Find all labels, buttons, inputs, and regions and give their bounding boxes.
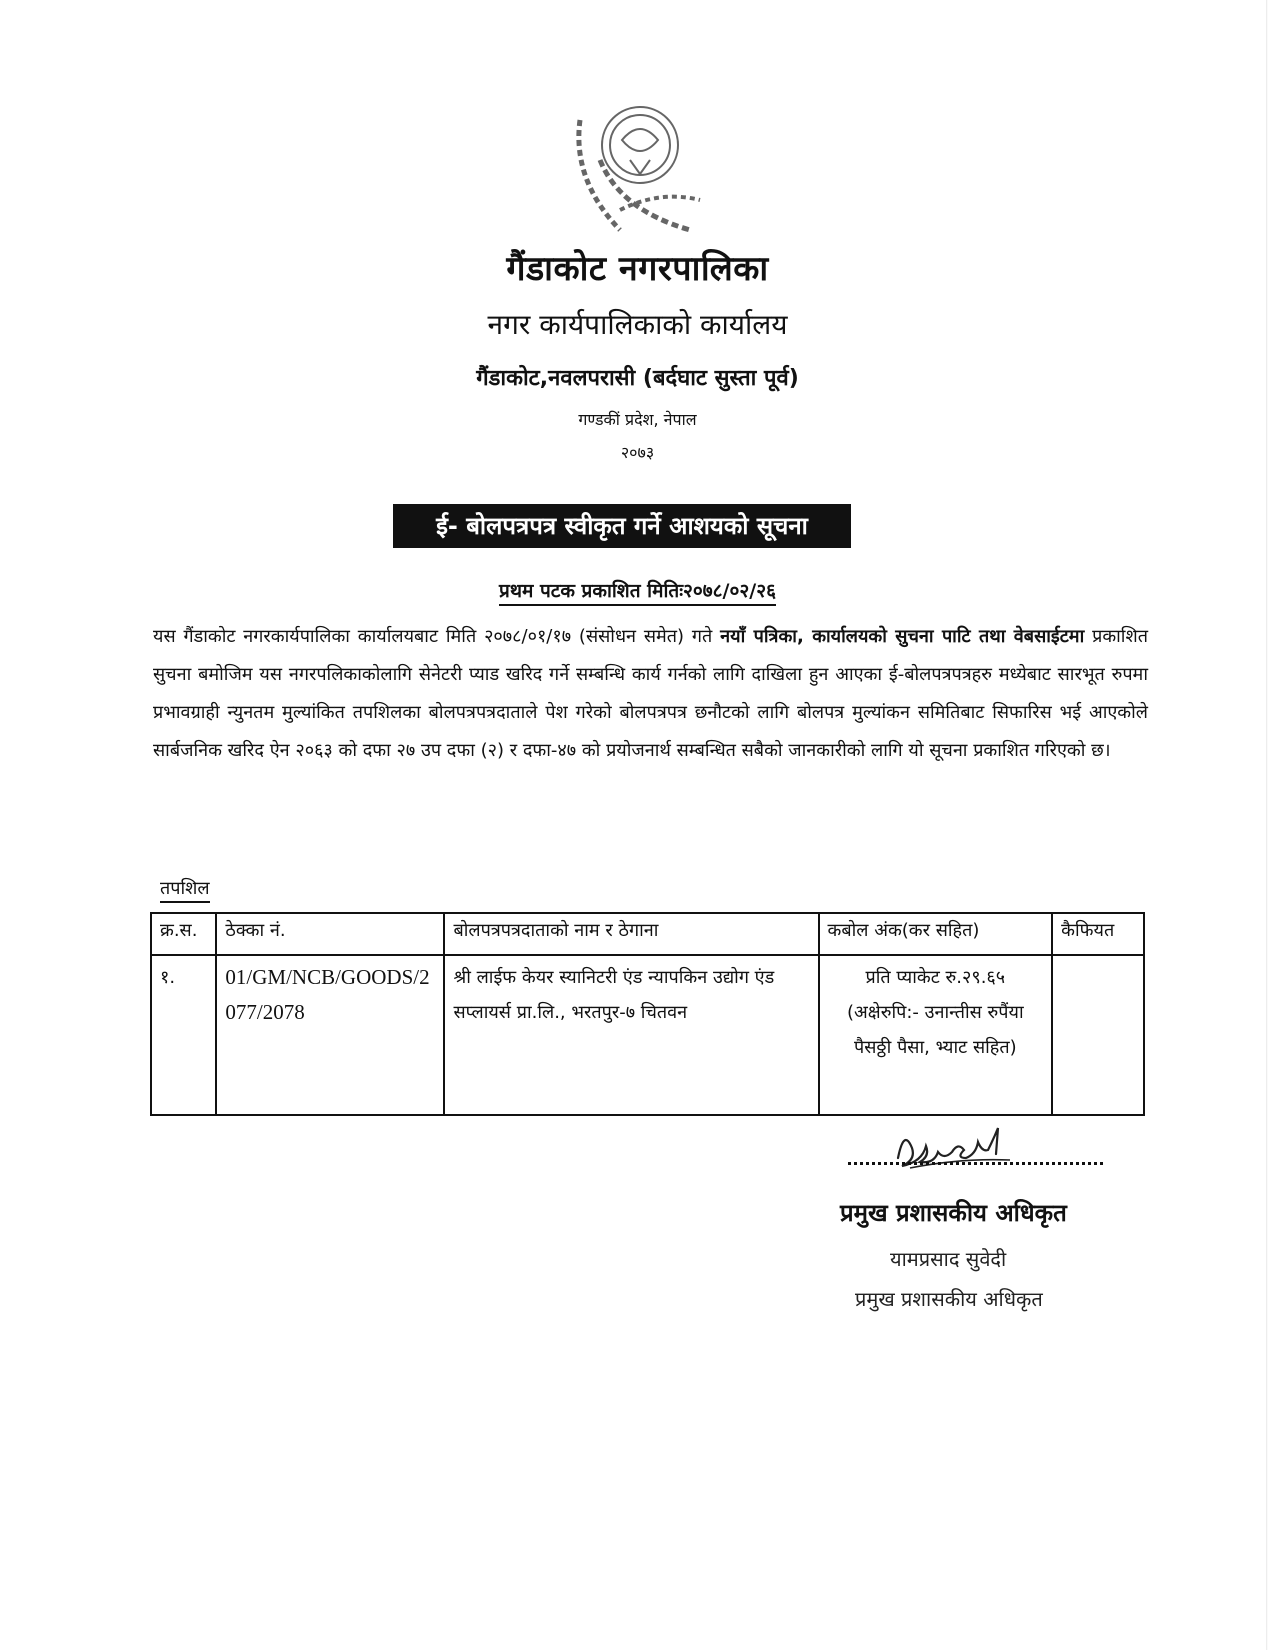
cell-bidder: श्री लाईफ केयर स्यानिटरी एंड न्यापकिन उद्योग एंड सप्लायर्स प्रा.लि., भरतपुर-७ चितवन [444, 955, 818, 1115]
handwritten-signature [890, 1118, 1060, 1178]
header-bidder: बोलपत्रपत्रदाताको नाम र ठेगाना [444, 913, 818, 955]
cell-contract-no: 01/GM/NCB/GOODS/2077/2078 [216, 955, 444, 1115]
header-contract-no: ठेक्का नं. [216, 913, 444, 955]
details-caption: तपशिल [160, 876, 210, 903]
signatory-title: प्रमुख प्रशासकीय अधिकृत [840, 1199, 1067, 1227]
municipality-title: गैंडाकोट नगरपालिका [506, 249, 769, 289]
header-remarks: कैफियत [1052, 913, 1144, 955]
header-amount: कबोल अंक(कर सहित) [819, 913, 1053, 955]
signatory-name: यामप्रसाद सुवेदी [890, 1247, 1007, 1271]
cell-remarks [1052, 955, 1144, 1115]
body-text-part2: प्रकाशित सुचना बमोजिम यस नगरपलिकाकोलागि सेनेटरी प्याड खरिद गर्ने सम्बन्धि कार्य गर्नको लागि दाखिला हुन आएका ई-बोलपत्रपत्रहरु मध्येबाट सारभूत रुपमा प्रभावग्राही न्युनतम मुल्यांकित तपशिलका बोलपत्रपत्रदाताले पेश गरेको बोलपत्रपत्र छनौटको लागि बोलपत्र मुल्यांकन समितिबाट सिफारिस भई आएकोले सार्बजनिक खरिद ऐन २०६३ को दफा २७ उप दफा (२) र दफा-४७ को प्रयोजनार्थ सम्बन्धित सबैको जानकारीको लागि यो सूचना प्रकाशित गरिएको छ। [153, 626, 1148, 761]
table-row [151, 955, 1144, 1115]
header-sn: क्र.स. [151, 913, 216, 955]
signatory-designation: प्रमुख प्रशासकीय अधिकृत [855, 1287, 1043, 1311]
cell-sn: १. [151, 955, 216, 1115]
office-address: गैंडाकोट,नवलपरासी (बर्दघाट सुस्ता पूर्व) [476, 366, 799, 391]
signature-line [848, 1162, 1103, 1165]
body-text-bold: नयाँ पत्रिका, कार्यालयको सुचना पाटि तथा वेबसाईटमा [720, 626, 1085, 647]
office-seal [560, 100, 745, 250]
bid-table [150, 912, 1145, 1116]
office-subtitle: नगर कार्यपालिकाको कार्यालय [487, 308, 788, 341]
cell-amount: प्रति प्याकेट रु.२९.६५ (अक्षेरुपि:- उनान्तीस रुपैंया पैसठ्ठी पैसा, भ्याट सहित) [819, 955, 1053, 1115]
publish-date-text: प्रथम पटक प्रकाशित मितिः२०७८/०२/२६ [499, 580, 776, 606]
publish-date [0, 577, 1275, 603]
body-text-part1: यस गैंडाकोट नगरकार्यपालिका कार्यालयबाट मिति २०७८/०१/१७ (संसोधन समेत) गते [153, 626, 721, 647]
table-header-row [151, 913, 1144, 955]
notice-banner: ई- बोलपत्रपत्र स्वीकृत गर्ने आशयको सूचना [393, 504, 851, 548]
notice-body [153, 618, 1148, 770]
established-year: २०७३ [620, 443, 655, 462]
province-line: गण्डकीं प्रदेश, नेपाल [578, 410, 697, 429]
